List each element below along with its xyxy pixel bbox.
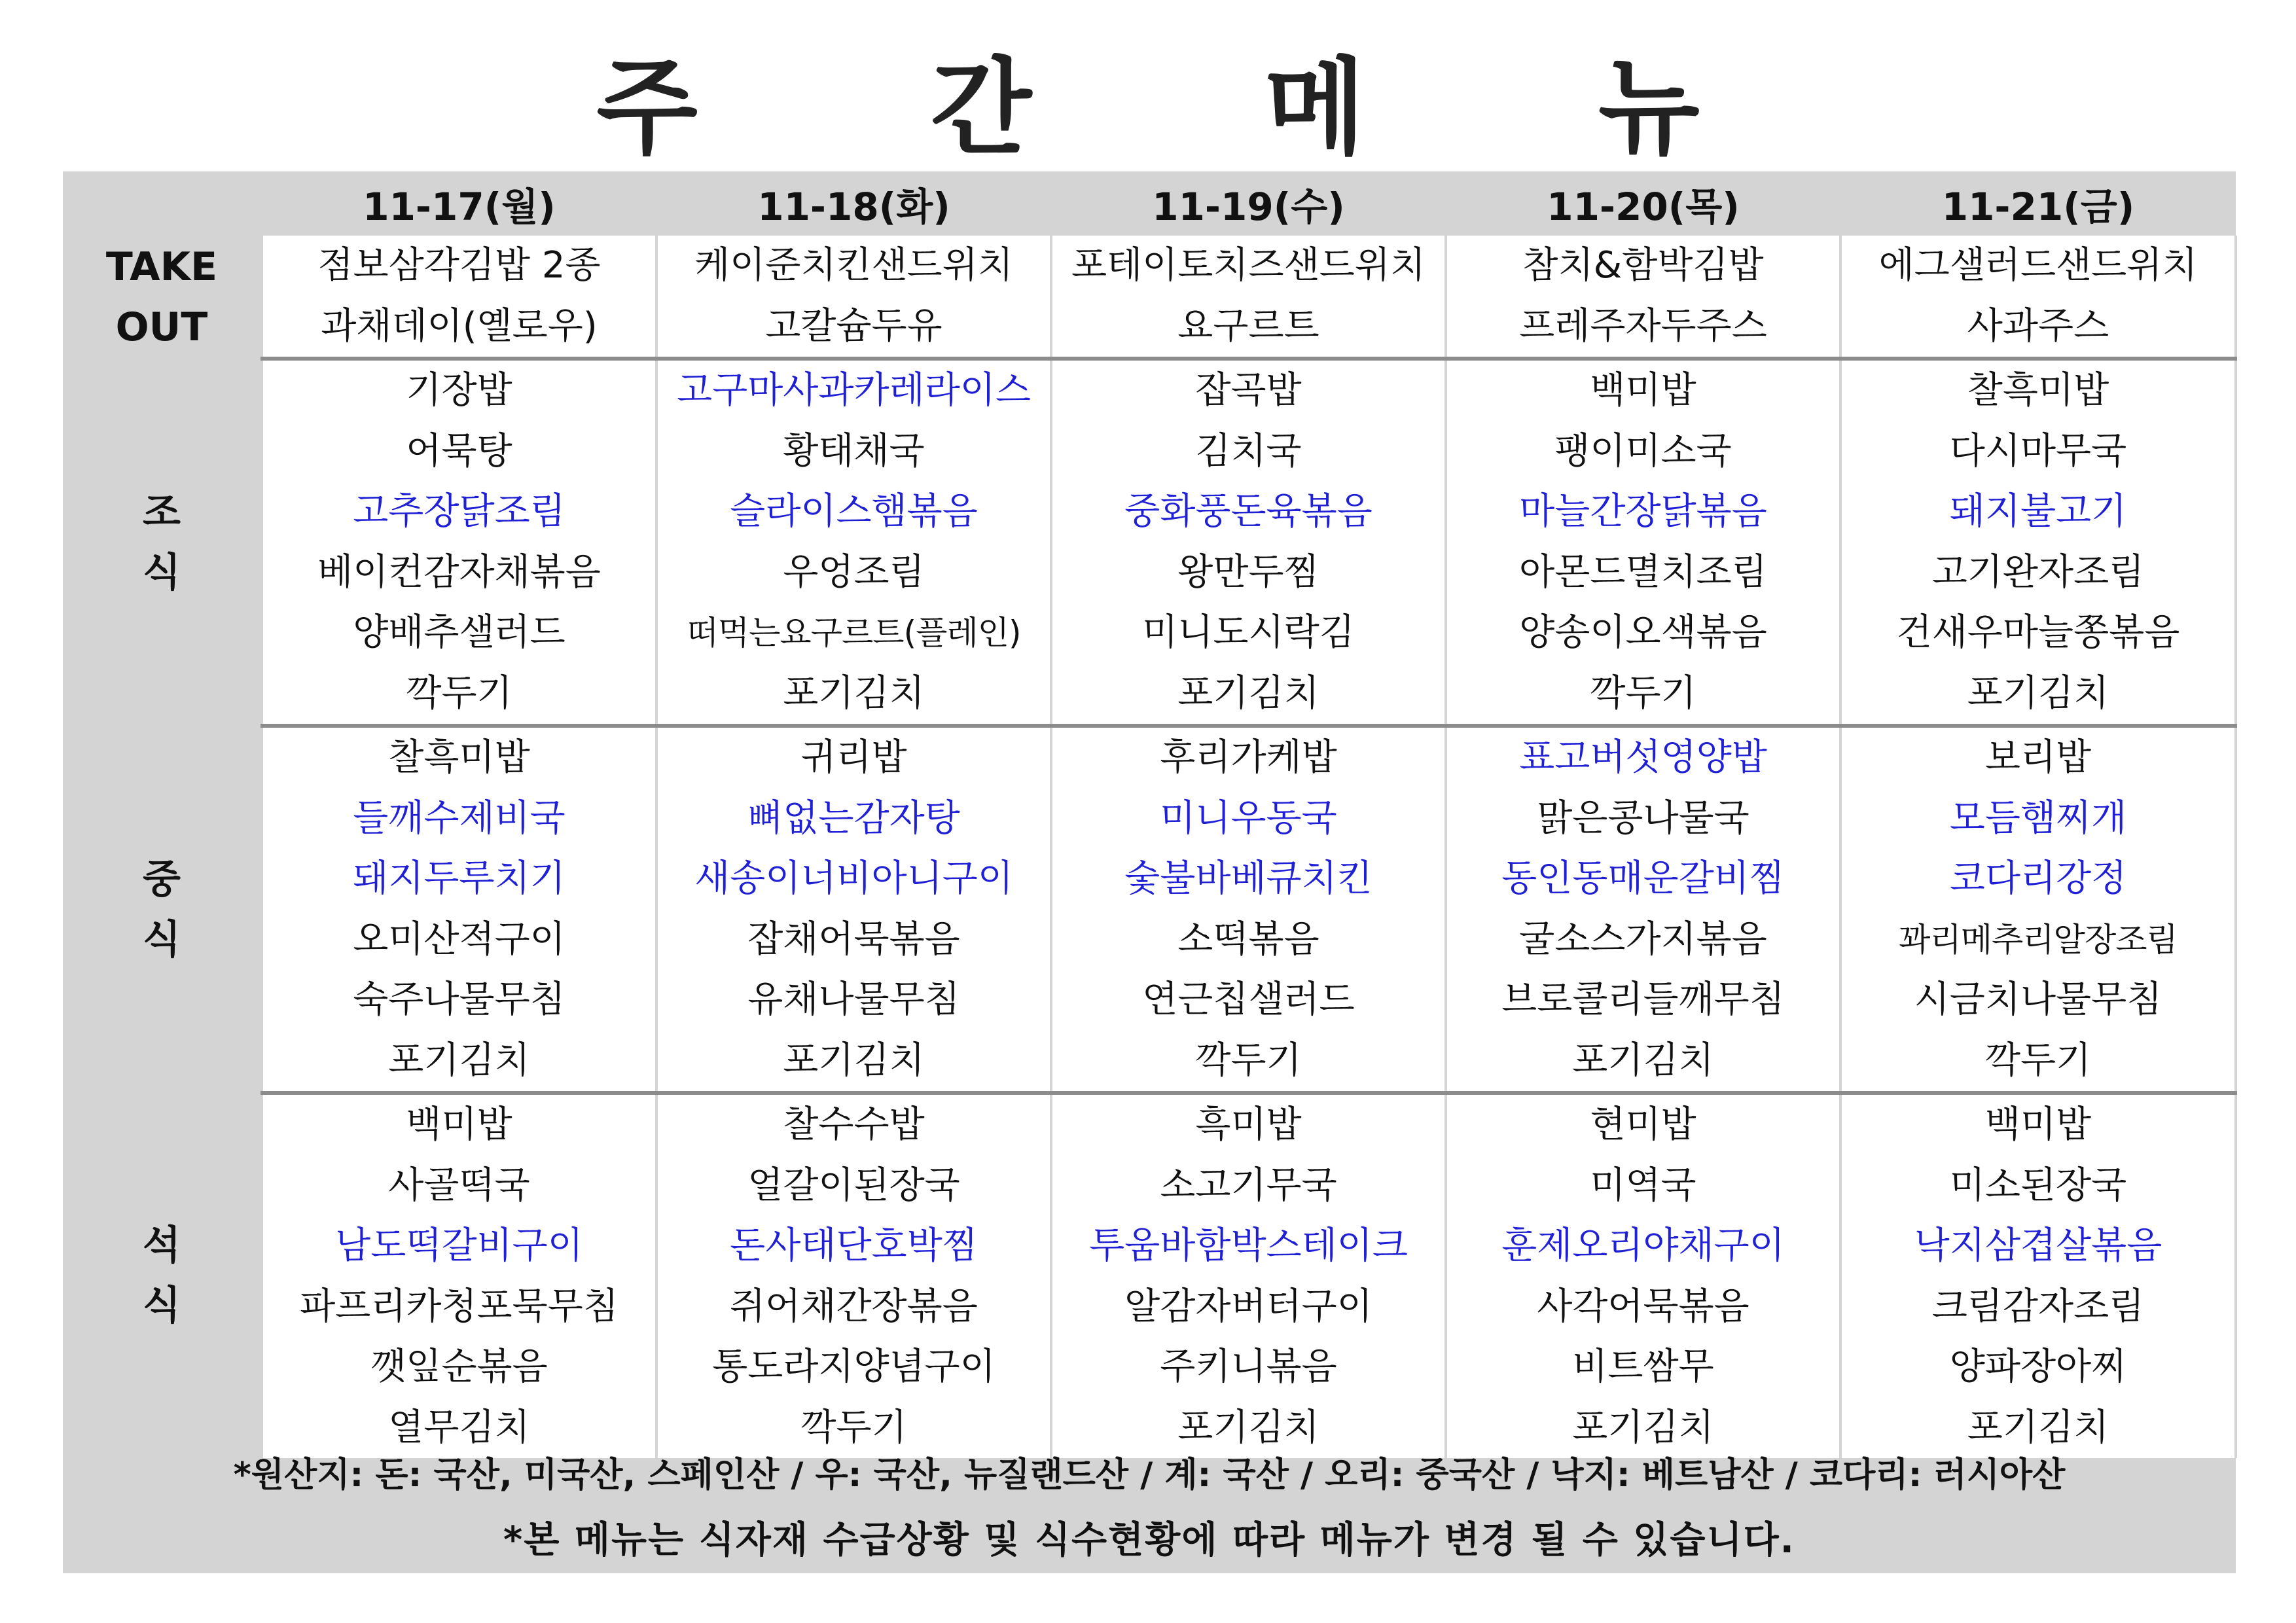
dinner-thu <box>1446 1093 1840 1458</box>
menu-item: 포기김치 <box>1177 1406 1319 1449</box>
menu-item-main: 마늘간장닭볶음 <box>1519 490 1767 533</box>
menu-item: 깍두기 <box>800 1406 907 1449</box>
menu-item: 양송이오색볶음 <box>1519 611 1767 654</box>
menu-item: 포기김치 <box>1572 1406 1714 1449</box>
menu-item: 미소된장국 <box>1949 1164 2127 1207</box>
menu-item: 요구르트 <box>1177 304 1319 348</box>
dinner-row <box>63 1093 2236 1458</box>
menu-item: 깻잎순볶음 <box>370 1346 548 1388</box>
menu-item: 깍두기 <box>1590 671 1696 715</box>
menu-item-main: 돼지두루치기 <box>353 857 565 900</box>
breakfast-row <box>63 359 2236 726</box>
menu-item: 사각어묵볶음 <box>1537 1285 1749 1328</box>
lunch-wed <box>1051 726 1446 1093</box>
menu-item-main: 낙지삼겹살볶음 <box>1914 1224 2162 1267</box>
menu-item: 알감자버터구이 <box>1124 1285 1372 1328</box>
menu-item: 깍두기 <box>1984 1039 2092 1082</box>
menu-item-main: 모듬햄찌개 <box>1949 796 2127 840</box>
menu-item: 찰수수밥 <box>783 1103 925 1146</box>
menu-item-main: 미니우동국 <box>1160 796 1337 840</box>
menu-item: 잡채어묵볶음 <box>747 918 960 961</box>
menu-item: 유채나물무침 <box>747 978 960 1021</box>
menu-item-main: 고구마사과카레라이스 <box>677 369 1031 412</box>
menu-item: 비트쌈무 <box>1572 1346 1714 1388</box>
menu-item: 흑미밥 <box>1195 1103 1302 1146</box>
menu-item-main: 표고버섯영양밥 <box>1519 736 1767 779</box>
lunch-row <box>63 726 2236 1093</box>
menu-item: 포기김치 <box>1967 671 2109 715</box>
lunch-thu <box>1446 726 1840 1093</box>
takeout-label-line1: TAKE <box>105 244 218 290</box>
day-header-fri: 11-21(금) <box>1941 185 2135 229</box>
lunch-fri <box>1840 726 2236 1093</box>
menu-item: 우엉조림 <box>783 550 925 594</box>
takeout-fri <box>1840 236 2236 359</box>
menu-item: 잡곡밥 <box>1195 369 1302 412</box>
menu-item: 다시마무국 <box>1949 429 2127 473</box>
menu-item: 포테이토치즈샌드위치 <box>1071 244 1426 287</box>
breakfast-label-line2: 식 <box>143 549 181 596</box>
menu-item: 크림감자조림 <box>1931 1285 2145 1328</box>
lunch-tue <box>656 726 1051 1093</box>
menu-item: 숙주나물무침 <box>353 978 565 1021</box>
breakfast-label <box>63 359 262 726</box>
menu-item: 굴소스가지볶음 <box>1519 918 1767 961</box>
menu-item: 양파장아찌 <box>1949 1346 2127 1388</box>
menu-item: 미역국 <box>1590 1164 1696 1207</box>
menu-item: 백미밥 <box>406 1103 512 1146</box>
menu-item: 포기김치 <box>783 1039 925 1082</box>
lunch-label-line2: 식 <box>143 916 181 963</box>
origin-footnote: *원산지: 돈: 국산, 미국산, 스페인산 / 우: 국산, 뉴질랜드산 / 계: 국산 / 오리: 중국산 / 낙지: 베트남산 / 코다리: 러시아산 <box>233 1455 2066 1495</box>
breakfast-label-line1: 조 <box>143 489 181 535</box>
menu-item: 양배추샐러드 <box>353 611 565 654</box>
menu-item: 깍두기 <box>406 671 512 715</box>
menu-item-main: 동인동매운갈비찜 <box>1501 857 1785 900</box>
menu-item: 보리밥 <box>1984 736 2092 779</box>
dinner-label-line2: 식 <box>143 1283 181 1329</box>
menu-item: 건새우마늘쫑볶음 <box>1896 611 2180 654</box>
menu-item: 브로콜리들깨무침 <box>1501 978 1785 1021</box>
takeout-wed <box>1051 236 1446 359</box>
menu-item: 찰흑미밥 <box>388 736 530 779</box>
menu-item-main: 고추장닭조림 <box>353 490 565 533</box>
breakfast-fri <box>1840 359 2236 726</box>
menu-item: 귀리밥 <box>800 736 907 779</box>
menu-item: 주키니볶음 <box>1160 1346 1337 1388</box>
menu-item: 통도라지양념구이 <box>712 1346 996 1388</box>
takeout-tue <box>656 236 1051 359</box>
breakfast-tue <box>656 359 1051 726</box>
dinner-label-line1: 석 <box>143 1222 181 1268</box>
menu-item: 오미산적구이 <box>353 918 565 961</box>
menu-item: 포기김치 <box>1572 1039 1714 1082</box>
menu-item-main: 돈사태단호박찜 <box>730 1224 978 1267</box>
takeout-thu <box>1446 236 1840 359</box>
weekly-menu-table <box>63 171 2237 1458</box>
day-header-thu: 11-20(목) <box>1547 185 1740 229</box>
menu-item: 팽이미소국 <box>1554 429 1732 473</box>
menu-item: 고기완자조림 <box>1931 550 2145 594</box>
takeout-label-line2: OUT <box>115 304 208 350</box>
menu-item: 김치국 <box>1195 429 1302 473</box>
menu-item: 포기김치 <box>783 671 925 715</box>
menu-item: 포기김치 <box>388 1039 530 1082</box>
day-header-row <box>63 171 2236 236</box>
corner-cell <box>63 171 262 236</box>
menu-item: 꽈리메추리알장조림 <box>1899 920 2178 959</box>
menu-item-main: 중화풍돈육볶음 <box>1124 490 1372 533</box>
menu-item: 베이컨감자채볶음 <box>317 550 601 594</box>
lunch-label <box>63 726 262 1093</box>
menu-item: 쥐어채간장볶음 <box>730 1285 978 1328</box>
menu-item: 백미밥 <box>1984 1103 2092 1146</box>
menu-item: 포기김치 <box>1967 1406 2109 1449</box>
menu-item: 시금치나물무침 <box>1914 978 2162 1021</box>
menu-item-main: 훈제오리야채구이 <box>1501 1224 1785 1267</box>
menu-item-main: 들깨수제비국 <box>353 796 565 840</box>
day-header-wed: 11-19(수) <box>1152 185 1345 229</box>
menu-item: 프레주자두주스 <box>1519 304 1767 348</box>
lunch-mon <box>262 726 656 1093</box>
day-header-tue: 11-18(화) <box>757 185 950 229</box>
menu-item: 얼갈이된장국 <box>747 1164 960 1207</box>
menu-item: 고칼슘두유 <box>765 304 942 348</box>
menu-item: 떠먹는요구르트(플레인) <box>687 614 1021 652</box>
menu-item: 케이준치킨샌드위치 <box>694 244 1013 287</box>
menu-item: 백미밥 <box>1590 369 1696 412</box>
menu-item-main: 돼지불고기 <box>1949 490 2127 533</box>
menu-item-main: 남도떡갈비구이 <box>335 1224 583 1267</box>
takeout-row <box>63 236 2236 359</box>
menu-item: 점보삼각김밥 2종 <box>317 244 601 287</box>
menu-item-main: 투움바함박스테이크 <box>1089 1224 1408 1267</box>
dinner-tue <box>656 1093 1051 1458</box>
menu-item: 어묵탕 <box>406 429 512 473</box>
breakfast-wed <box>1051 359 1446 726</box>
day-header-mon: 11-17(월) <box>363 185 556 229</box>
lunch-label-line1: 중 <box>143 856 181 902</box>
menu-item-main: 코다리강정 <box>1949 857 2127 900</box>
menu-item: 포기김치 <box>1177 671 1319 715</box>
dinner-mon <box>262 1093 656 1458</box>
menu-item: 과채데이(옐로우) <box>321 304 598 348</box>
menu-item: 맑은콩나물국 <box>1537 796 1749 840</box>
dinner-wed <box>1051 1093 1446 1458</box>
menu-item: 사과주스 <box>1967 304 2109 348</box>
menu-item: 사골떡국 <box>388 1164 530 1207</box>
menu-item: 참치&함박김밥 <box>1522 244 1764 287</box>
menu-item: 기장밥 <box>406 369 512 412</box>
menu-item: 소떡볶음 <box>1177 918 1319 961</box>
menu-item: 아몬드멸치조림 <box>1519 550 1767 594</box>
menu-item-main: 슬라이스햄볶음 <box>730 490 978 533</box>
dinner-fri <box>1840 1093 2236 1458</box>
menu-item-main: 숯불바베큐치킨 <box>1124 857 1372 900</box>
menu-item: 미니도시락김 <box>1142 611 1355 654</box>
menu-item: 현미밥 <box>1590 1103 1696 1146</box>
menu-item: 열무김치 <box>388 1406 530 1449</box>
menu-item-main: 뼈없는감자탕 <box>747 796 960 840</box>
breakfast-mon <box>262 359 656 726</box>
notice-footnote: *본 메뉴는 식자재 수급상황 및 식수현황에 따라 메뉴가 변경 될 수 있습니다. <box>503 1519 1795 1561</box>
menu-item: 찰흑미밥 <box>1967 369 2109 412</box>
menu-item: 에그샐러드샌드위치 <box>1878 244 2198 287</box>
page-title: 주 간 메 뉴 <box>596 46 1798 169</box>
menu-item: 황태채국 <box>783 429 925 473</box>
takeout-mon <box>262 236 656 359</box>
menu-item: 파프리카청포묵무침 <box>300 1285 619 1328</box>
dinner-label <box>63 1093 262 1458</box>
menu-item: 소고기무국 <box>1160 1164 1337 1207</box>
menu-item: 후리가케밥 <box>1160 736 1337 779</box>
menu-item-main: 새송이너비아니구이 <box>694 857 1013 900</box>
takeout-label <box>63 236 262 359</box>
menu-item: 왕만두찜 <box>1177 550 1319 594</box>
breakfast-thu <box>1446 359 1840 726</box>
menu-item: 깍두기 <box>1195 1039 1302 1082</box>
menu-item: 연근칩샐러드 <box>1142 978 1355 1021</box>
